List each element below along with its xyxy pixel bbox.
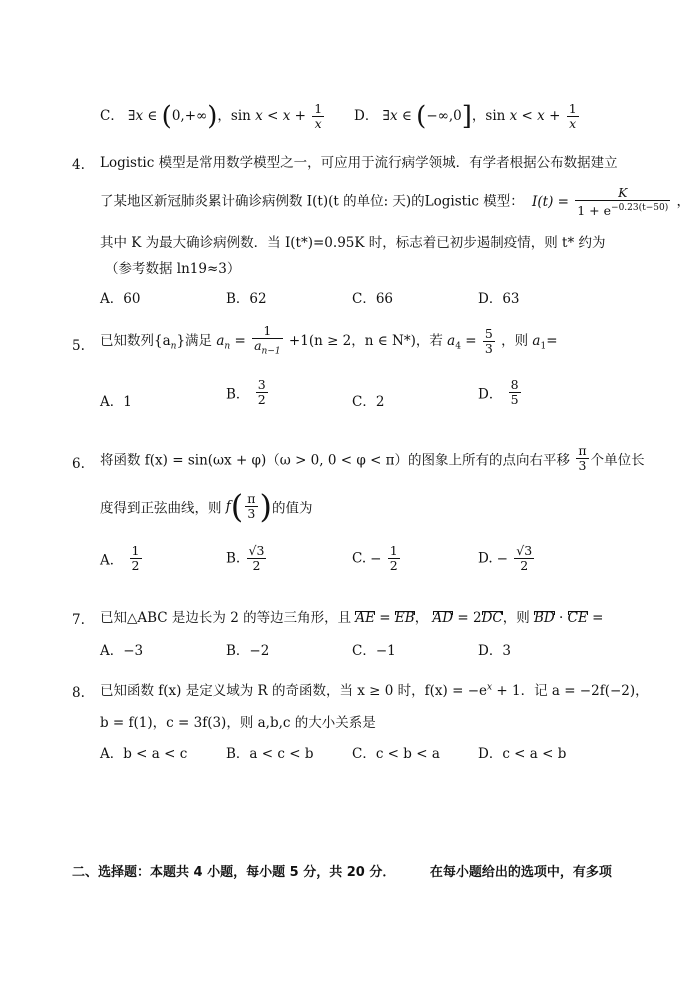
q4-line-1: Logistic 模型是常用数学模型之一，可应用于流行病学领城．有学者根据公布数据建立: [100, 155, 618, 171]
q6-line-2: 度得到正弦曲线，则 f( $\frac{\pi}{3}$ )的值为: [100, 487, 313, 526]
option-label: C．: [100, 108, 124, 124]
q4-line-2-text: 了某地区新冠肺炎累计确诊病例数 I(t)(t 的单位: 天)的Logistic 模型：: [100, 193, 524, 210]
q6-option-d: D. − $\frac{√3}{2}$: [478, 543, 533, 573]
q8-option-b: B．a < c < b: [226, 746, 314, 762]
fraction: $\frac{1}{x}$: [314, 101, 323, 131]
q5-option-a: A．1: [100, 394, 132, 410]
q4-option-d: D．63: [478, 291, 520, 307]
q4-line-3: 其中 K 为最大确诊病例数．当 I(t*)=0.95K 时，标志着已初步遏制疫情，则 t* 约为: [100, 235, 606, 251]
q4-option-b: B．62: [226, 291, 267, 307]
fraction: $\frac{1}{a_{n-1}}$: [254, 323, 281, 357]
q6-option-c: C. − $\frac{1}{2}$: [352, 543, 398, 573]
q4-option-c: C．66: [352, 291, 394, 307]
section-heading: 二、选择题：本题共 4 小题，每小题 5 分，共 20 分． 在每小题给出的选项中，有多项: [72, 865, 612, 880]
q4-option-a: A．60: [100, 291, 141, 307]
q8-line-2: b = f(1)，c = 3f(3)，则 a,b,c 的大小关系是: [100, 715, 376, 731]
question-number: 4.: [72, 157, 85, 173]
q7-option-b: B．−2: [226, 643, 270, 659]
q7-option-c: C．−1: [352, 643, 396, 659]
q6-line-1: 将函数 f(x) = sin(ωx + φ)（ω > 0, 0 < φ < π）的图象上所有的点向右平移 $\frac{\pi}{3}$ 个单位长: [100, 443, 645, 473]
q3-option-c: C． ∃x ∈ (0,+∞)，sin x < x + $\frac{1}{x}$: [100, 101, 323, 132]
q8-option-d: D．c < a < b: [478, 746, 567, 762]
q7-option-d: D．3: [478, 643, 511, 659]
q8-option-c: C．c < b < a: [352, 746, 440, 762]
q8-line-1: 已知函数 f(x) 是定义域为 R 的奇函数，当 x ≥ 0 时，$f(x) = -e^x + 1$．记 a = −2f(−2)，: [100, 682, 649, 699]
question-number: 6.: [72, 456, 85, 472]
q4-line-2: 了某地区新冠肺炎累计确诊病例数 I(t)(t 的单位: 天)的Logistic 模型： I(t) = $\frac{K}{1 + e^{-0.23(t-50)}}$ ，: [100, 185, 691, 219]
logistic-formula: I(t) = $\frac{K}{1 + e^{-0.23(t-50)}}$: [532, 185, 669, 219]
q8-option-a: A．b < a < c: [100, 746, 188, 762]
option-label: D．: [354, 108, 379, 124]
fraction: $\frac{5}{3}$: [484, 325, 493, 356]
q7-stem: 已知△ABC 是边长为 2 的等边三角形，且 AE = EB， AD = 2DC，则 BD · CE =: [100, 610, 604, 626]
q5-option-b: B． $\frac{3}{2}$: [226, 377, 266, 407]
question-number: 5.: [72, 338, 85, 354]
q6-option-b: B. $\frac{√3}{2}$: [226, 543, 265, 573]
q4-reference-data: （参考数据 ln19≈3）: [105, 261, 241, 277]
q5-option-d: D． $\frac{8}{5}$: [478, 377, 519, 407]
q3-option-d: D． ∃x ∈ (−∞,0]，sin x < x + $\frac{1}{x}$: [354, 101, 577, 132]
q5-stem: 已知数列$\{a_n\}$满足 $a_n$ = $\frac{1}{a_{n-1}}$ +1(n ≥ 2，n ∈ N*)，若 $a_4$ = $\frac{5}{3}$ ，则 $a_1=$: [100, 323, 558, 357]
q5-option-c: C．2: [352, 394, 385, 410]
question-number: 8.: [72, 685, 85, 701]
question-number: 7.: [72, 612, 85, 628]
fraction: $\frac{1}{x}$: [568, 101, 577, 131]
q6-option-a: A． $\frac{1}{2}$: [100, 543, 140, 573]
q7-option-a: A．−3: [100, 643, 144, 659]
